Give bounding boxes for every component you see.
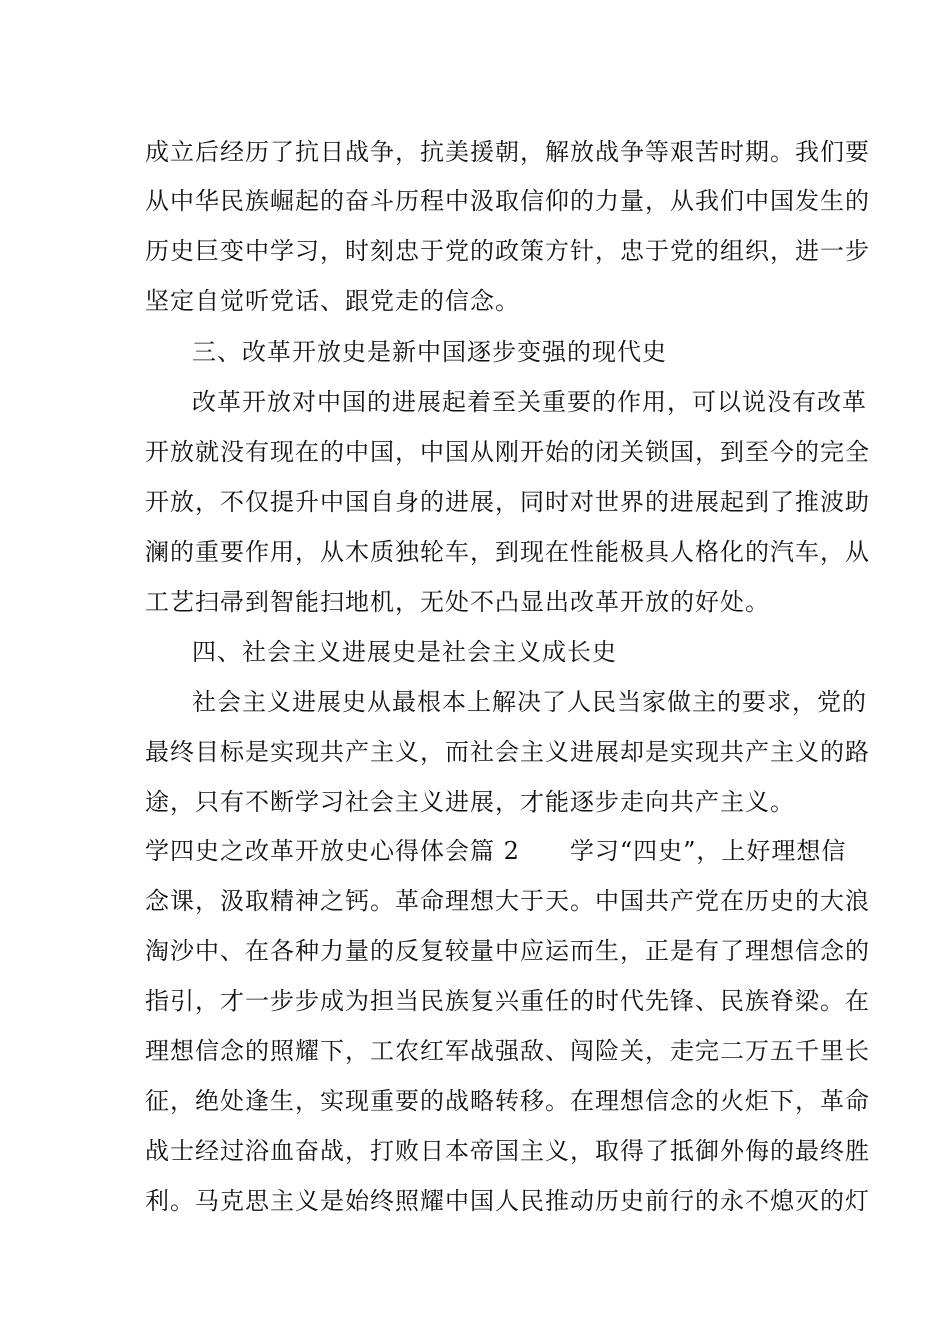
text-line: 开放就没有现在的中国，中国从刚开始的闭关锁国，到至今的完全 [145, 438, 870, 466]
text-line: 成立后经历了抗日战争，抗美援朝，解放战争等艰苦时期。我们要 [145, 138, 870, 166]
text-line: 途，只有不断学习社会主义进展，才能逐步走向共产主义。 [145, 788, 795, 816]
text-line: 开放，不仅提升中国自身的进展，同时对世界的进展起到了推波助 [145, 488, 870, 516]
text-line: 坚定自觉听党话、跟党走的信念。 [145, 287, 520, 315]
text-line: 社会主义进展史从最根本上解决了人民当家做主的要求，党的 [192, 688, 867, 716]
text-line: 历史巨变中学习，时刻忠于党的政策方针，忠于党的组织，进一步 [145, 237, 870, 265]
text-line: 澜的重要作用，从木质独轮车，到现在性能极具人格化的汽车，从 [145, 538, 870, 566]
text-line: 工艺扫帚到智能扫地机，无处不凸显出改革开放的好处。 [145, 588, 770, 616]
section-heading-4: 四、社会主义进展史是社会主义成长史 [192, 638, 617, 666]
text-line: 淘沙中、在各种力量的反复较量中应运而生，正是有了理想信念的 [145, 937, 870, 965]
section-heading-3: 三、改革开放史是新中国逐步变强的现代史 [192, 338, 667, 366]
text-line: 征，绝处逢生，实现重要的战略转移。在理想信念的火炬下，革命 [145, 1087, 870, 1115]
text-line: 理想信念的照耀下，工农红军战强敌、闯险关，走完二万五千里长 [145, 1037, 870, 1065]
text-line: 最终目标是实现共产主义，而社会主义进展却是实现共产主义的路 [145, 738, 870, 766]
text-line: 从中华民族崛起的奋斗历程中汲取信仰的力量，从我们中国发生的 [145, 187, 870, 215]
text-line: 念课，汲取精神之钙。革命理想大于天。中国共产党在历史的大浪 [145, 887, 870, 915]
text-line: 战士经过浴血奋战，打败日本帝国主义，取得了抵御外侮的最终胜 [145, 1137, 870, 1165]
text-line: 指引，才一步步成为担当民族复兴重任的时代先锋、民族脊梁。在 [145, 987, 870, 1015]
text-line: 利。马克思主义是始终照耀中国人民推动历史前行的永不熄灭的灯 [145, 1187, 870, 1215]
essay-2-first-line: 学四史之改革开放史心得体会篇 2 学习“四史”，上好理想信 [145, 837, 847, 865]
text-line: 改革开放对中国的进展起着至关重要的作用，可以说没有改革 [192, 388, 867, 416]
